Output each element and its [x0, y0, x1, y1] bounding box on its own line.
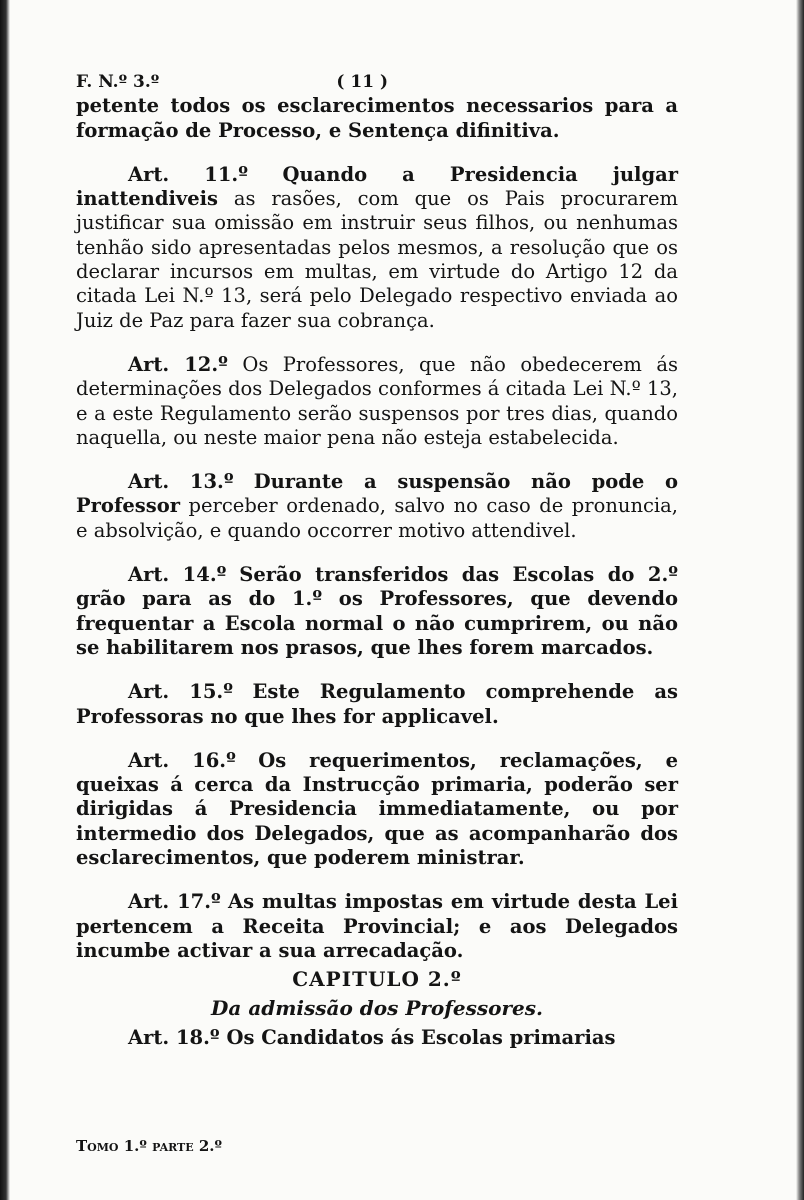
continuation-text: petente todos os esclarecimentos necessarios para a formação de Processo, e Sentença difinitiva. — [76, 94, 678, 142]
article-label: Art. 18.º — [128, 1025, 220, 1049]
article-18 — [76, 1026, 678, 1050]
article-text: Os Candidatos ás Escolas primarias — [226, 1025, 616, 1049]
article-label: Art. 17.º — [128, 890, 221, 914]
article-text: perceber ordenado, salvo no caso de pronuncia, e absolvição, e quando occorrer motivo attendivel. — [76, 494, 678, 542]
article-11 — [76, 163, 678, 333]
article-lead: Quando a Presidencia julgar inattendiveis — [76, 162, 679, 211]
article-label: Art. 11.º — [128, 162, 248, 186]
article-label: Art. 16.º — [128, 748, 236, 772]
page-edge-right — [796, 0, 804, 1200]
article-14 — [76, 563, 678, 660]
page-footer: Tomo 1.º parte 2.º — [76, 1137, 223, 1155]
article-label: Art. 15.º — [128, 680, 233, 704]
header-left: F. N.º 3.º — [76, 72, 160, 92]
article-13 — [76, 470, 678, 543]
article-text: As multas impostas em virtude desta Lei pertencem a Receita Provincial; e aos Delegados incumbe activar a sua arrecadação. — [76, 890, 678, 962]
page-number: ( 11 ) — [336, 72, 388, 92]
page-text — [76, 70, 678, 1050]
article-17 — [76, 890, 678, 963]
article-label: Art. 12.º — [128, 352, 228, 376]
article-15 — [76, 680, 678, 729]
chapter-subtitle: Da admissão dos Professores. — [211, 995, 543, 1020]
article-label: Art. 14.º — [128, 563, 227, 587]
page-header — [76, 70, 678, 94]
chapter-title: CAPITULO 2.º — [292, 967, 462, 992]
article-text: Os requerimentos, reclamações, e queixas á cerca da Instrucção primaria, poderão ser dirigidas á Presidencia immediatamente, ou por intermedio dos Delegados, que as acompanharão dos esclarecimentos, que poderem ministrar. — [76, 748, 679, 870]
page-edge-left — [0, 0, 10, 1200]
article-12 — [76, 353, 678, 450]
article-16 — [76, 749, 678, 870]
article-label: Art. 13.º — [128, 470, 234, 494]
article-text: Este Regulamento comprehende as Professoras no que lhes for applicavel. — [76, 680, 678, 728]
article-text: as rasões, com que os Pais procurarem justificar sua omissão em instruir seus filhos, ou nenhumas tenhão sido apresentadas pelos mesmos, a resolução que os declarar incursos em multas, em virtude do Artigo 12 da citada Lei N.º 13, será pelo Delegado respectivo enviada ao Juiz de Paz para fazer sua cobrança. — [76, 187, 678, 332]
article-text: Os Professores, que não obedecerem ás determinações dos Delegados conformes á citada Lei N.º 13, e a este Regulamento serão suspensos por tres dias, quando naquella, ou neste maior pena não esteja estabelecida. — [76, 352, 678, 449]
article-text: Serão transferidos das Escolas do 2.º grão para as do 1.º os Professores, que devendo frequentar a Escola normal o não cumprirem, ou não se habilitarem nos prasos, que lhes forem marcados. — [76, 563, 678, 659]
article-lead: Durante a suspensão não pode o Professor — [76, 470, 678, 518]
